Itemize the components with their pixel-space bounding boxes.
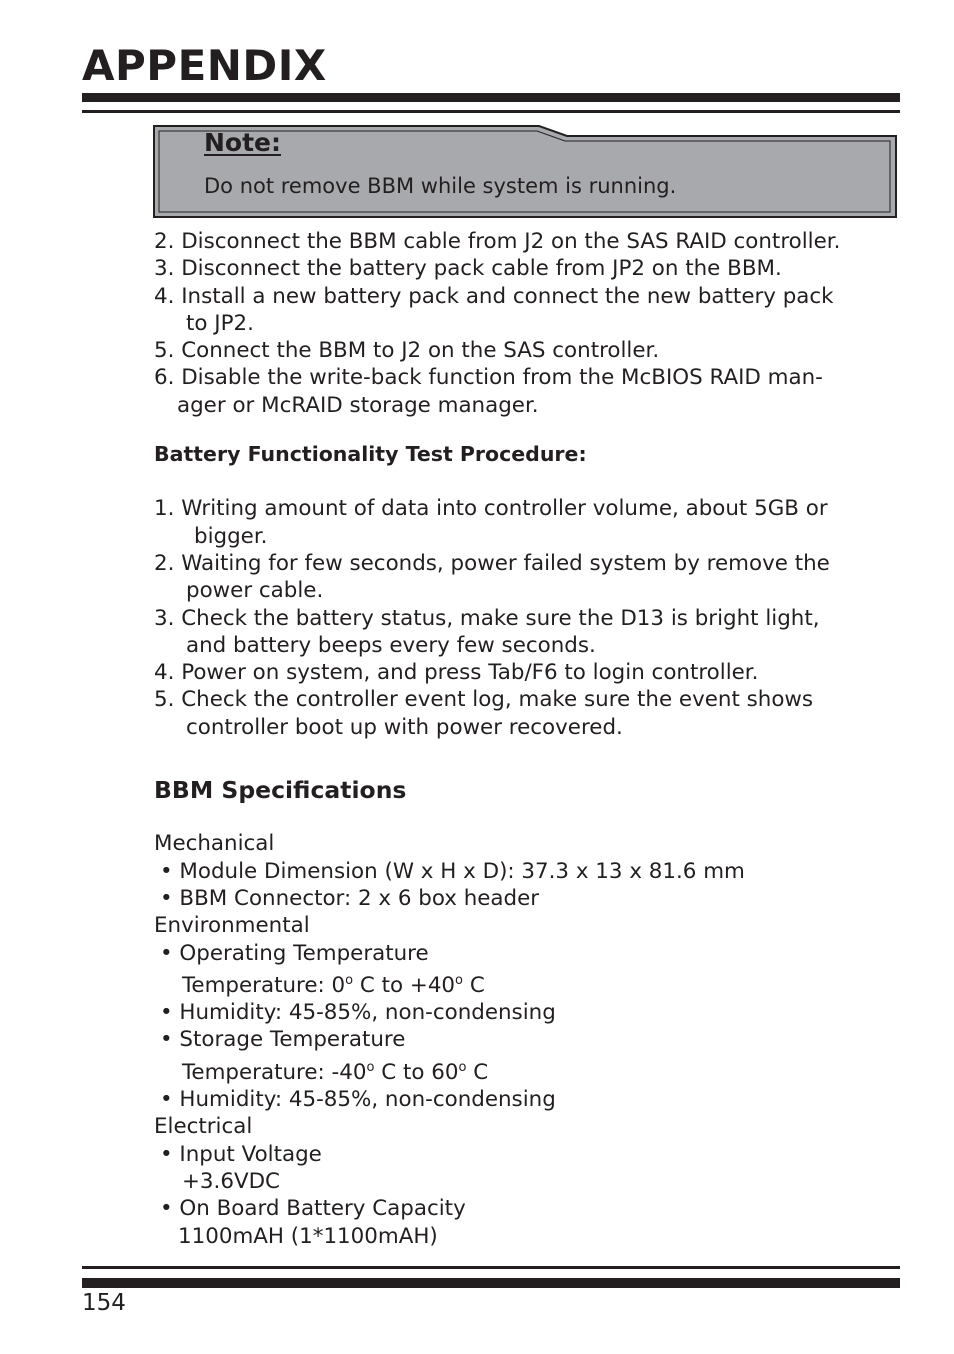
note-box — [153, 125, 897, 218]
spec-category: Electrical — [154, 1114, 253, 1140]
header-rule-thin — [82, 110, 900, 113]
page-title: APPENDIX — [82, 41, 327, 90]
test-procedure-heading: Battery Functionality Test Procedure: — [154, 442, 587, 467]
list-item: 2. Disconnect the BBM cable from J2 on the SAS RAID controller. — [154, 229, 841, 254]
list-item: 3. Check the battery status, make sure the D13 is bright light, — [154, 605, 820, 631]
footer-rule-thin — [82, 1266, 900, 1269]
spec-item: • Module Dimension (W x H x D): 37.3 x 13 x 81.6 mm — [160, 858, 745, 884]
spec-value: Temperature: -40$^o$ C to 60$^o$ C — [182, 1059, 489, 1085]
spec-category: Environmental — [154, 913, 310, 939]
list-item-continuation: power cable. — [186, 578, 324, 604]
spec-item: • Operating Temperature — [160, 940, 429, 966]
list-item: 6. Disable the write-back function from the McBIOS RAID man- — [154, 365, 823, 391]
spec-category: Mechanical — [154, 831, 275, 857]
specs-list — [154, 830, 904, 1249]
list-item-continuation: to JP2. — [186, 310, 254, 336]
spec-item: • Humidity: 45-85%, non-condensing — [160, 1087, 556, 1113]
spec-item: • Storage Temperature — [160, 1027, 406, 1053]
list-item-continuation: controller boot up with power recovered. — [186, 714, 623, 740]
list-item: 5. Connect the BBM to J2 on the SAS controller. — [154, 338, 660, 364]
list-item: 4. Install a new battery pack and connect the new battery pack — [154, 283, 834, 309]
steps-top-list — [154, 228, 904, 419]
list-item: 3. Disconnect the battery pack cable from JP2 on the BBM. — [154, 256, 782, 282]
list-item: 1. Writing amount of data into controller volume, about 5GB or — [154, 496, 828, 522]
spec-item: • Humidity: 45-85%, non-condensing — [160, 1000, 556, 1026]
list-item: 4. Power on system, and press Tab/F6 to login controller. — [154, 660, 759, 686]
spec-value: +3.6VDC — [182, 1168, 280, 1194]
spec-value: 1100mAH (1*1100mAH) — [178, 1223, 438, 1249]
specs-heading: BBM Specifications — [154, 776, 407, 805]
list-item-continuation: and battery beeps every few seconds. — [186, 632, 596, 658]
footer-rule-thick — [82, 1278, 900, 1288]
main-content — [154, 228, 904, 1250]
spec-item: • BBM Connector: 2 x 6 box header — [160, 885, 540, 911]
page-number: 154 — [82, 1290, 126, 1316]
note-title: Note: — [204, 128, 282, 157]
spec-item: • On Board Battery Capacity — [160, 1196, 466, 1222]
header-rule-thick — [82, 93, 900, 102]
spec-item: • Input Voltage — [160, 1141, 322, 1167]
note-text: Do not remove BBM while system is running. — [204, 174, 677, 198]
list-item-continuation: ager or McRAID storage manager. — [177, 392, 539, 418]
list-item-continuation: bigger. — [194, 523, 268, 549]
list-item: 2. Waiting for few seconds, power failed system by remove the — [154, 550, 830, 576]
test-procedure-list — [154, 495, 904, 741]
list-item: 5. Check the controller event log, make sure the event shows — [154, 687, 814, 713]
spec-value: Temperature: 0$^o$ C to $+40^o$ C — [182, 972, 485, 998]
